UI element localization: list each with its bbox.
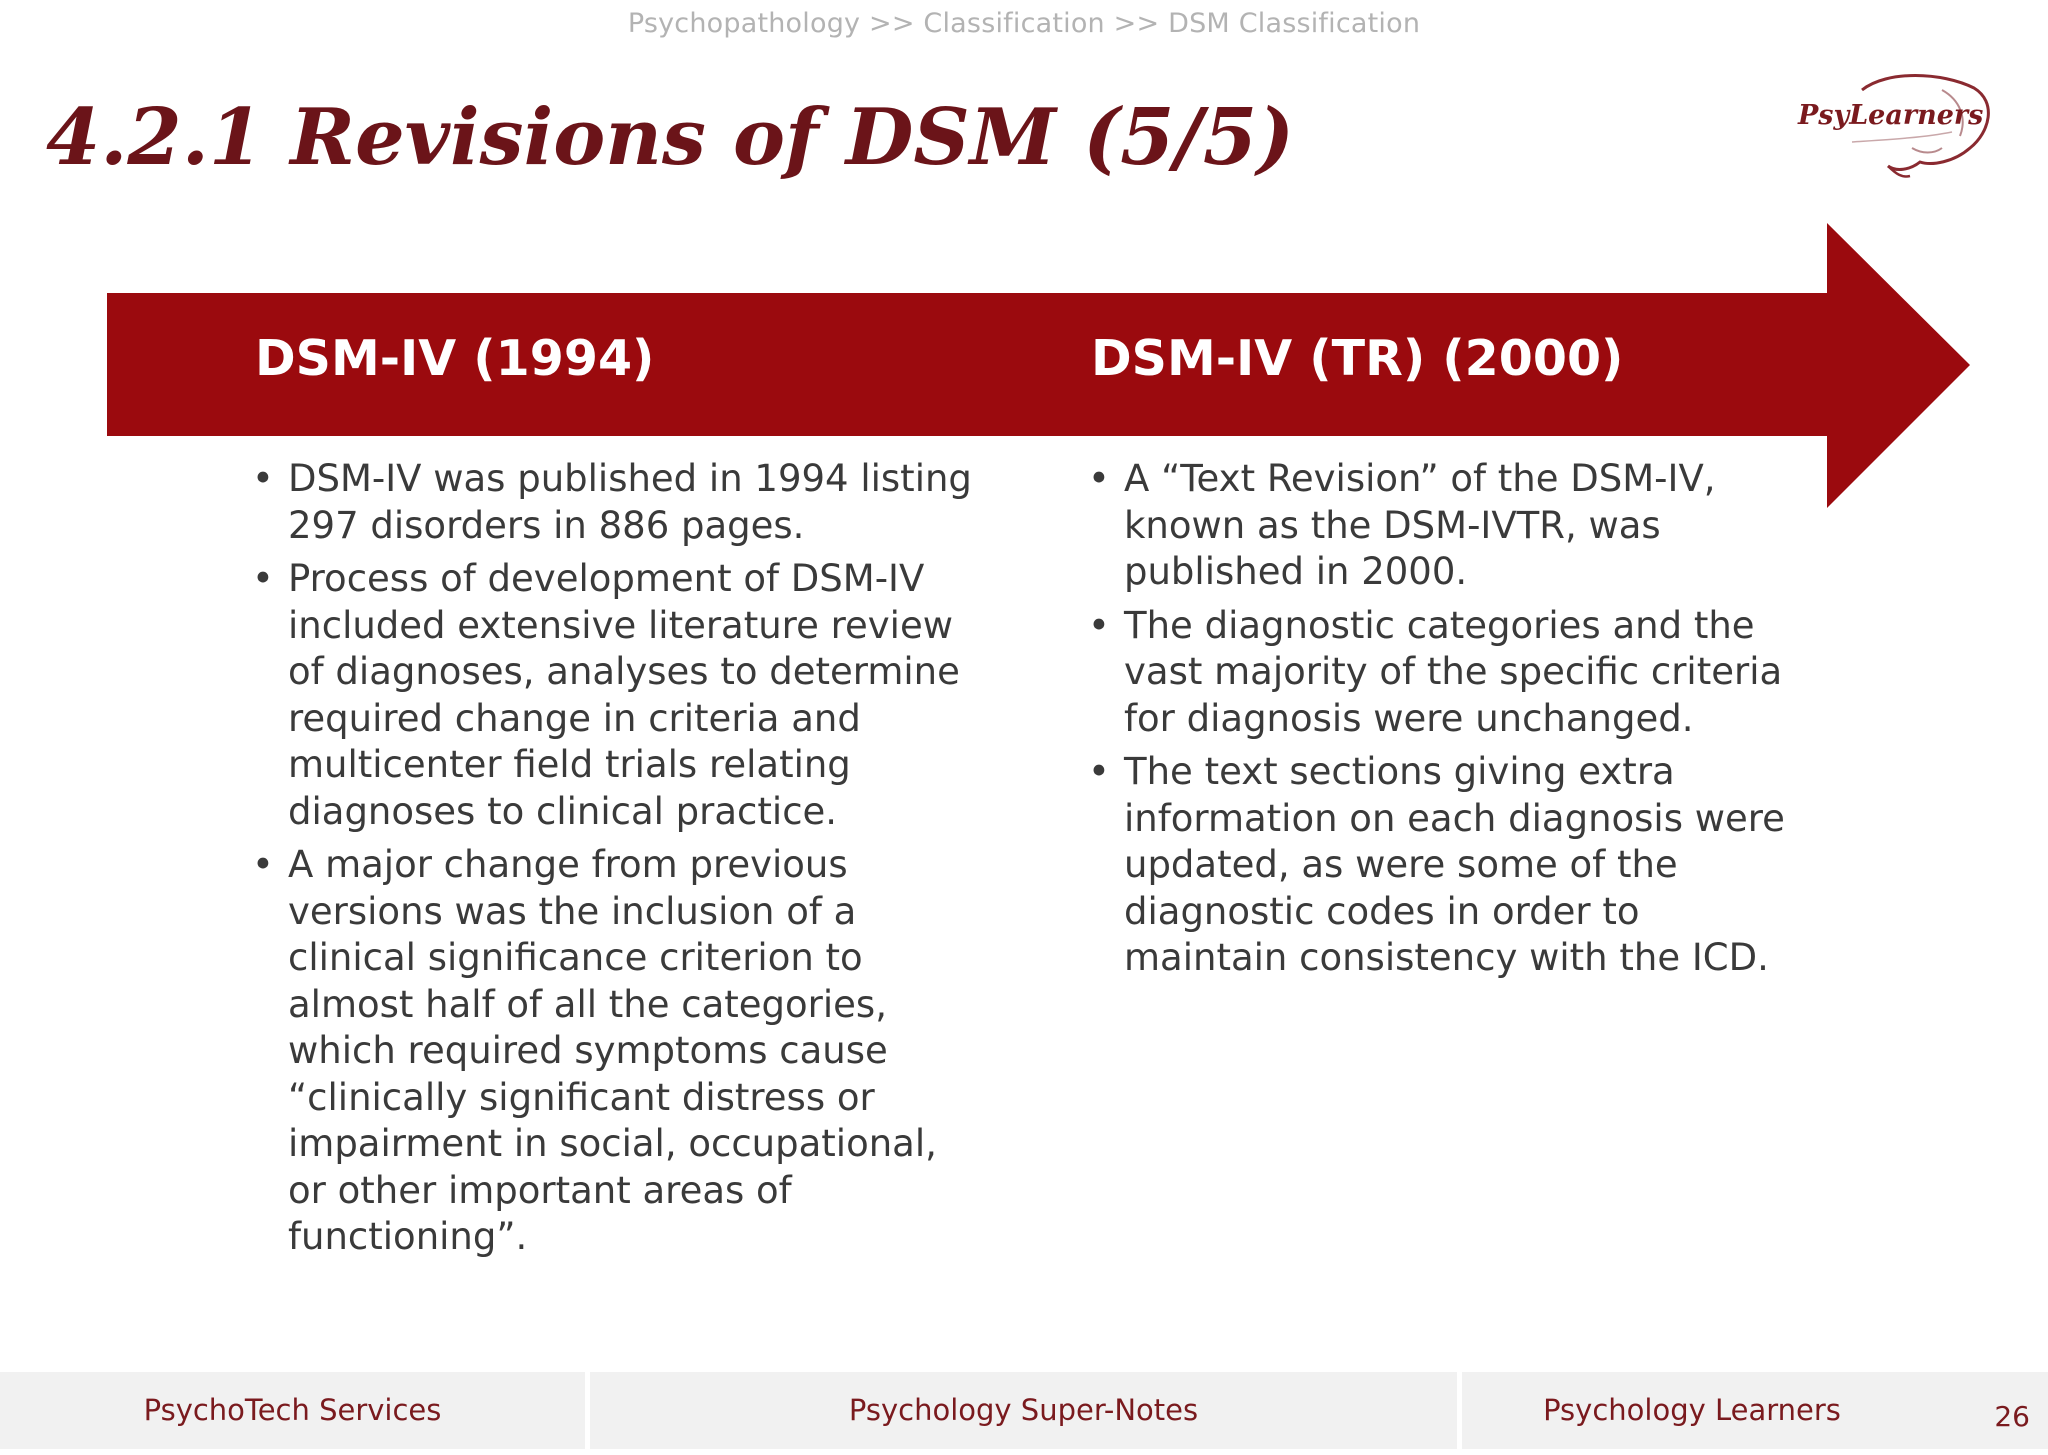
list-item: • DSM-IV was published in 1994 listing 297 disorders in 886 pages.	[252, 457, 972, 547]
column-heading-dsm-iv: DSM-IV (1994)	[255, 330, 655, 387]
list-item: • The text sections giving extra information on each diagnosis were updated, as were some of the diagnostic codes in order to maintain consistency with the ICD.	[1088, 750, 1785, 979]
logo	[1792, 70, 1992, 180]
list-item: • Process of development of DSM-IV included extensive literature review of diagnoses, analyses to determine required change in criteria and multicenter field trials relating diagnoses to clinical practice.	[252, 557, 960, 833]
logo-text: PsyLearners	[1798, 100, 1984, 131]
footer	[0, 1372, 2048, 1449]
page-title: 4.2.1 Revisions of DSM (5/5)	[46, 92, 1295, 183]
footer-right-label: Psychology Learners	[1543, 1393, 1841, 1427]
list-item: • A major change from previous versions was the inclusion of a clinical significance criterion to almost half of all the categories, which required symptoms cause “clinically significant distress or impairment in social, occupational, or other important areas of functioning”.	[252, 843, 937, 1258]
footer-left-label: PsychoTech Services	[0, 1372, 585, 1449]
bullet-icon: •	[252, 557, 274, 600]
bullet-icon: •	[1088, 457, 1110, 500]
bullet-icon: •	[1088, 603, 1110, 647]
bullet-list-dsm-iv-tr	[1088, 456, 1808, 989]
bullet-list-dsm-iv	[252, 456, 972, 1268]
bullet-icon: •	[252, 843, 274, 886]
page-number: 26	[1994, 1400, 2030, 1433]
footer-right-cell	[1462, 1372, 2048, 1449]
footer-center-label: Psychology Super-Notes	[590, 1372, 1457, 1449]
bullet-icon: •	[1088, 750, 1110, 793]
breadcrumb: Psychopathology >> Classification >> DSM Classification	[627, 8, 1421, 39]
bullet-icon: •	[252, 457, 274, 500]
list-item: • A “Text Revision” of the DSM-IV, known as the DSM-IVTR, was published in 2000.	[1088, 457, 1716, 593]
column-heading-dsm-iv-tr: DSM-IV (TR) (2000)	[1091, 330, 1624, 387]
list-item: • The diagnostic categories and the vast majority of the specific criteria for diagnosis were unchanged.	[1088, 603, 1783, 740]
